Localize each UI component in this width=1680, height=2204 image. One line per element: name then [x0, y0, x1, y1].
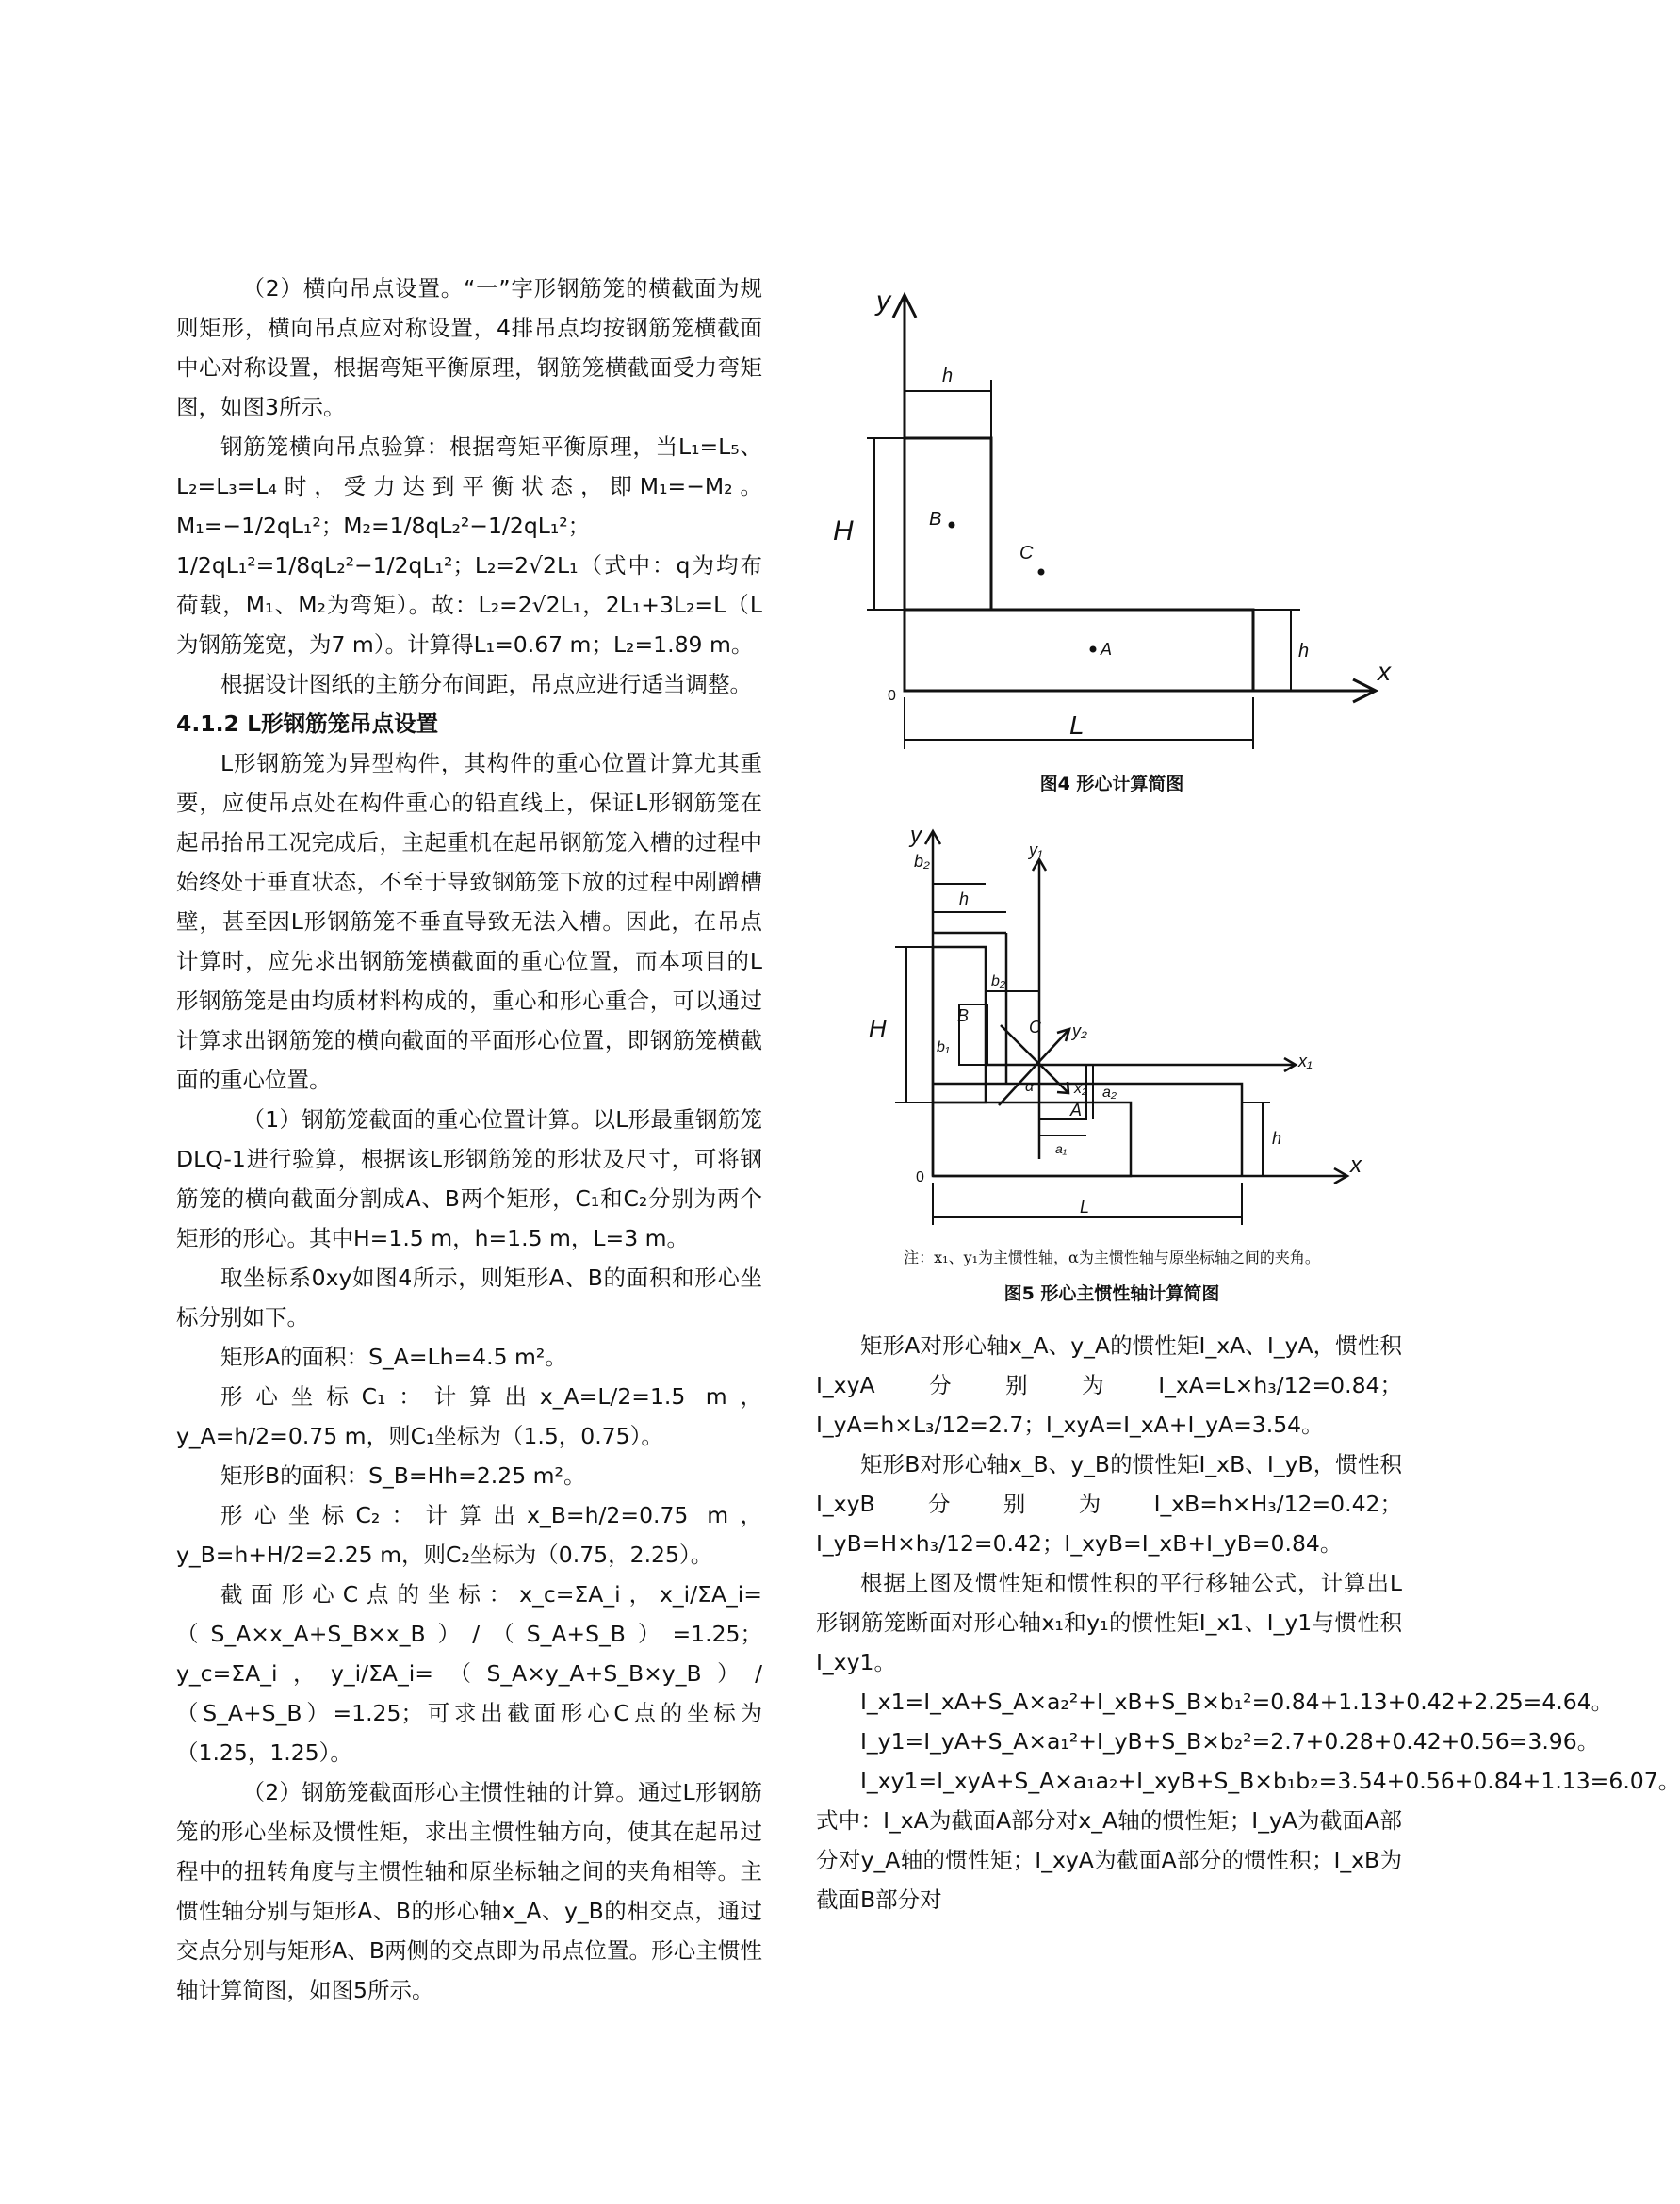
y-label: y — [910, 823, 922, 848]
L-label: L — [1080, 1198, 1090, 1216]
b2-mid-label: b₂ — [991, 973, 1005, 989]
figure-5-note: 注：x₁、y₁为主惯性轴，α为主惯性轴与原坐标轴之间的夹角。 — [904, 1249, 1320, 1266]
left-column — [176, 269, 762, 2010]
paragraph: （1）钢筋笼截面的重心位置计算。以L形最重钢筋笼DLQ-1进行验算，根据该L形钢筋笼的形状及尺寸，可将钢筋笼的横向截面分割成A、B两个矩形，C₁和C₂分别为两个矩形的形心。其中H=1.5 m，h=1.5 m，L=3 m。 — [176, 1106, 762, 1251]
B-label: B — [957, 1006, 970, 1025]
paragraph: I_xy1=I_xyA+S_A×a₁a₂+I_xyB+S_B×b₁b₂=3.54+0.56+0.84+1.13=6.07。 — [860, 1768, 1680, 1794]
centroid-c-dot — [1038, 569, 1045, 576]
centroid-b-dot — [949, 522, 955, 529]
origin-label: 0 — [888, 688, 896, 704]
paragraph: 截面形心C点的坐标：x_c=ΣA_i，x_i/ΣA_i=（S_A×x_A+S_B×x_B）/（S_A+S_B）=1.25；y_c=ΣA_i，y_i/ΣA_i=（S_A×y_A+S_B×y_B）/（S_A+S_B）=1.25；可求出截面形心C点的坐标为（1.25，1.25）。 — [176, 1581, 762, 1766]
H-label: H — [869, 1014, 887, 1042]
figure-5 — [820, 810, 1404, 1230]
paragraph: （2）钢筋笼截面形心主惯性轴的计算。通过L形钢筋笼的形心坐标及惯性矩，求出主惯性轴方向，使其在起吊过程中的扭转角度与主惯性轴和原坐标轴之间的夹角相等。主惯性轴分别与矩形A、B的形心轴x_A、y_B的相交点，通过交点分别与矩形A、B两侧的交点即为吊点位置。形心主惯性轴计算简图，如图5所示。 — [176, 1779, 762, 2003]
b1-label: b₁ — [937, 1039, 950, 1055]
alpha-label: α — [1025, 1079, 1035, 1095]
a2-label: a₂ — [1102, 1085, 1117, 1101]
centroid-a-dot — [1090, 646, 1097, 653]
paragraph: 根据上图及惯性矩和惯性积的平行移轴公式，计算出L形钢筋笼断面对形心轴x₁和y₁的惯性矩I_x1、I_y1与惯性积I_xy1。 — [816, 1570, 1402, 1675]
origin-label: 0 — [916, 1169, 924, 1185]
h-right-label: h — [1272, 1129, 1282, 1148]
rect-a — [933, 1102, 1131, 1176]
paragraph: 取坐标系0xy如图4所示，则矩形A、B的面积和形心坐标分别如下。 — [176, 1265, 762, 1331]
paragraph: 根据设计图纸的主筋分布间距，吊点应进行适当调整。 — [220, 671, 752, 697]
rect-b — [905, 438, 991, 610]
paragraph: 式中：I_xA为截面A部分对x_A轴的惯性矩；I_yA为截面A部分对y_A轴的惯性矩；I_xyA为截面A部分的惯性积；I_xB为截面B部分对 — [816, 1807, 1402, 1913]
paragraph: 矩形B的面积：S_B=Hh=2.25 m²。 — [220, 1462, 586, 1489]
y-label: y — [876, 286, 890, 317]
rect-a — [905, 610, 1253, 691]
h-top-label: h — [942, 366, 954, 386]
h-top-label: h — [959, 890, 970, 908]
H-label: H — [833, 515, 854, 547]
paragraph: I_y1=I_yA+S_A×a₁²+I_yB+S_B×b₂²=2.7+0.28+0.42+0.56=3.96。 — [860, 1728, 1600, 1755]
paragraph: 矩形A对形心轴x_A、y_A的惯性矩I_xA、I_yA，惯性积I_xyA分别为I_xA=L×h₃/12=0.84；I_yA=h×L₃/12=2.7；I_xyA=I_xA+I_yA=3.54。 — [816, 1332, 1402, 1438]
centroid-diagram — [820, 278, 1404, 768]
section-heading: 4.1.2 L形钢筋笼吊点设置 — [176, 710, 439, 737]
L-label: L — [1069, 710, 1085, 740]
y1-label: y₁ — [1029, 841, 1043, 859]
x-label: x — [1378, 657, 1391, 686]
x-label: x — [1350, 1152, 1362, 1178]
b2-top-label: b₂ — [914, 852, 930, 871]
figure-5-caption: 图5 形心主惯性轴计算简图 — [1003, 1283, 1220, 1304]
principal-axis-diagram — [820, 810, 1404, 1230]
C-label: C — [1019, 543, 1034, 563]
paragraph: 钢筋笼横向吊点验算：根据弯矩平衡原理，当L₁=L₅、L₂=L₃=L₄时，受力达到平衡状态，即M₁=−M₂。M₁=−1/2qL₁²；M₂=1/8qL₂²−1/2qL₁²；1/2qL₁²=1/8qL₂²−1/2qL₁²；L₂=2√2L₁（式中：q为均布荷载，M₁、M₂为弯矩）。故：L₂=2√2L₁，2L₁+3L₂=L（L为钢筋笼宽，为7 m）。计算得L₁=0.67 m；L₂=1.89 m。 — [176, 433, 762, 658]
C-label: C — [1029, 1018, 1041, 1037]
a1-label: a₁ — [1055, 1141, 1068, 1156]
y2-axis — [999, 1029, 1069, 1105]
paragraph: 矩形A的面积：S_A=Lh=4.5 m²。 — [220, 1344, 567, 1370]
paragraph: 形心坐标C₂：计算出x_B=h/2=0.75 m，y_B=h+H/2=2.25 m，则C₂坐标为（0.75，2.25）。 — [176, 1502, 762, 1568]
h-right-label: h — [1298, 641, 1310, 661]
x1-label: x₁ — [1298, 1052, 1313, 1070]
B-label: B — [929, 509, 942, 530]
paragraph: L形钢筋笼为异型构件，其构件的重心位置计算尤其重要，应使吊点处在构件重心的铅直线上，保证L形钢筋笼在起吊抬吊工况完成后，主起重机在起吊钢筋笼入槽的过程中始终处于垂直状态，不至于导致钢筋笼下放的过程中剐蹭槽壁，甚至因L形钢筋笼不垂直导致无法入槽。因此，在吊点计算时，应先求出钢筋笼横截面的重心位置，而本项目的L形钢筋笼是由均质材料构成的，重心和形心重合，可以通过计算求出钢筋笼的横向截面的平面形心位置，即钢筋笼横截面的重心位置。 — [176, 750, 762, 1093]
x2-label: x₂ — [1074, 1081, 1088, 1097]
figure-4 — [820, 278, 1404, 768]
A-label: A — [1101, 640, 1113, 659]
y2-label: y₂ — [1072, 1021, 1087, 1040]
paragraph: 形心坐标C₁：计算出x_A=L/2=1.5 m，y_A=h/2=0.75 m，则C₁坐标为（1.5，0.75）。 — [176, 1383, 762, 1449]
figure-4-caption: 图4 形心计算简图 — [1039, 774, 1184, 794]
paragraph: 矩形B对形心轴x_B、y_B的惯性矩I_xB、I_yB，惯性积I_xyB分别为I_xB=h×H₃/12=0.42；I_yB=H×h₃/12=0.42；I_xyB=I_xB+I_yB=0.84。 — [816, 1451, 1402, 1557]
right-column — [816, 1326, 1680, 1919]
A-label: A — [1070, 1101, 1083, 1119]
paragraph: （2）横向吊点设置。“一”字形钢筋笼的横截面为规则矩形，横向吊点应对称设置，4排吊点均按钢筋笼横截面中心对称设置，根据弯矩平衡原理，钢筋笼横截面受力弯矩图，如图3所示。 — [176, 275, 762, 420]
paragraph: I_x1=I_xA+S_A×a₂²+I_xB+S_B×b₁²=0.84+1.13+0.42+2.25=4.64。 — [860, 1689, 1614, 1715]
